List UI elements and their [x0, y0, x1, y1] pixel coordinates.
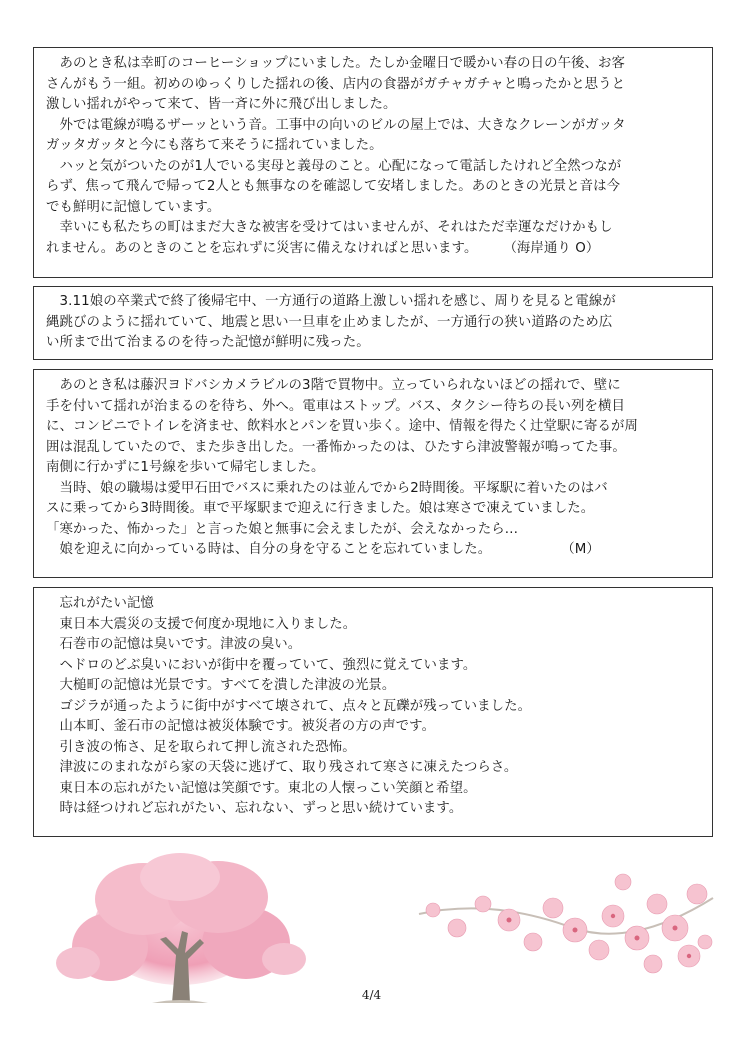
text-line: スに乗ってから3時間後。車で平塚駅まで迎えに行きました。娘は寒さで凍えていました。: [46, 501, 595, 516]
text-line: あのとき私は幸町のコーヒーショップにいました。たしか金曜日で暖かい春の日の午後、お客: [46, 56, 626, 71]
text-line: あのとき私は藤沢ヨドバシカメラビルの3階で買物中。立っていられないほどの揺れで、壁に: [46, 378, 621, 393]
cherry-blossom-illustration: [413, 858, 715, 980]
text-line: 「寒かった、怖かった」と言った娘と無事に会えましたが、会えなかったら…: [46, 521, 519, 537]
text-line: らず、焦って飛んで帰って2人とも無事なのを確認して安堵しました。あのときの光景と音は今: [46, 179, 621, 194]
text-line: ガッタガッタと今にも落ちて来そうに揺れていました。: [46, 138, 383, 153]
signature: （海岸通り O）: [503, 240, 600, 256]
text-line: 縄跳びのように揺れていて、地震と思い一旦車を止めましたが、一方通行の狭い道路のため広: [46, 314, 613, 330]
text-line: 当時、娘の職場は愛甲石田でバスに乗れたのは並んでから2時間後。平塚駅に着いたのはバ: [46, 480, 608, 496]
text-line: 山本町、釜石市の記憶は被災体験です。被災者の方の声です。: [46, 719, 436, 734]
heading: 忘れがたい記憶: [46, 596, 154, 611]
text-line: 大槌町の記憶は光景です。すべてを潰した津波の光景。: [46, 678, 396, 693]
text-line: 引き波の怖さ、足を取られて押し流された恐怖。: [46, 739, 356, 755]
text-line: ヘドロのどぶ臭いにおいが街中を覆っていて、強烈に覚えています。: [46, 657, 477, 673]
signature: （M）: [561, 542, 600, 557]
testimony-box-2: [33, 286, 713, 360]
cherry-tree-illustration: [48, 847, 310, 1005]
text-line: でも鮮明に記憶しています。: [46, 199, 221, 215]
text-line: 幸いにも私たちの町はまだ大きな被害を受けてはいませんが、それはただ幸運なだけかもし: [46, 220, 613, 235]
text-line: 激しい揺れがやって来て、皆一斉に外に飛び出しました。: [46, 97, 397, 112]
text-line: 3.11娘の卒業式で終了後帰宅中、一方通行の道路上激しい揺れを感じ、周りを見ると電線が: [46, 294, 616, 309]
text-line: 外では電線が鳴るザーッという音。工事中の向いのビルの屋上では、大きなクレーンがガッタ: [46, 117, 626, 133]
text-line-with-signature: [46, 239, 702, 260]
text-line: 時は経つけれど忘れがたい、忘れない、ずっと思い続けています。: [46, 801, 463, 816]
text-line: 石巻市の記憶は臭いです。津波の臭い。: [46, 637, 302, 652]
testimony-box-4: [33, 587, 713, 837]
testimony-box-3: [33, 369, 713, 578]
text-line: 囲は混乱していたので、また歩き出した。一番怖かったのは、ひたすら津波警報が鳴ってた事。: [46, 439, 626, 455]
text-line: 手を付いて揺れが治まるのを待ち、外へ。電車はストップ。バス、タクシー待ちの長い列を横目: [46, 398, 626, 414]
text-line: 東日本大震災の支援で何度か現地に入りました。: [46, 616, 357, 632]
text-line: い所まで出て治まるのを待った記憶が鮮明に残った。: [46, 335, 370, 350]
text-line: さんがもう一組。初めのゆっくりした揺れの後、店内の食器がガチャガチャと鳴ったかと思うと: [46, 76, 626, 92]
testimony-box-1: [33, 47, 713, 278]
text-line: 津波にのまれながら家の天袋に逃げて、取り残されて寒さに凍えたつらさ。: [46, 760, 518, 775]
page-number: 4/4: [361, 988, 382, 1002]
text-line: 南側に行かずに1号線を歩いて帰宅しました。: [46, 460, 325, 475]
text-line: 東日本の忘れがたい記憶は笑顔です。東北の人懐っこい笑顔と希望。: [46, 780, 477, 796]
text-line: に、コンビニでトイレを済ませ、飲料水とパンを買い歩く。途中、情報を得たく辻堂駅に寄るが周: [46, 419, 638, 434]
text-line: れません。あのときのことを忘れずに災害に備えなければと思います。: [46, 240, 478, 256]
text-line: ハッと気がついたのが1人でいる実母と義母のこと。心配になって電話したけれど全然つなが: [46, 158, 622, 174]
text-line: 娘を迎えに向かっている時は、自分の身を守ることを忘れていました。: [46, 542, 492, 557]
text-line: ゴジラが通ったように街中がすべて壊されて、点々と瓦礫が残っていました。: [46, 698, 532, 714]
text-line-with-signature: [46, 540, 702, 561]
